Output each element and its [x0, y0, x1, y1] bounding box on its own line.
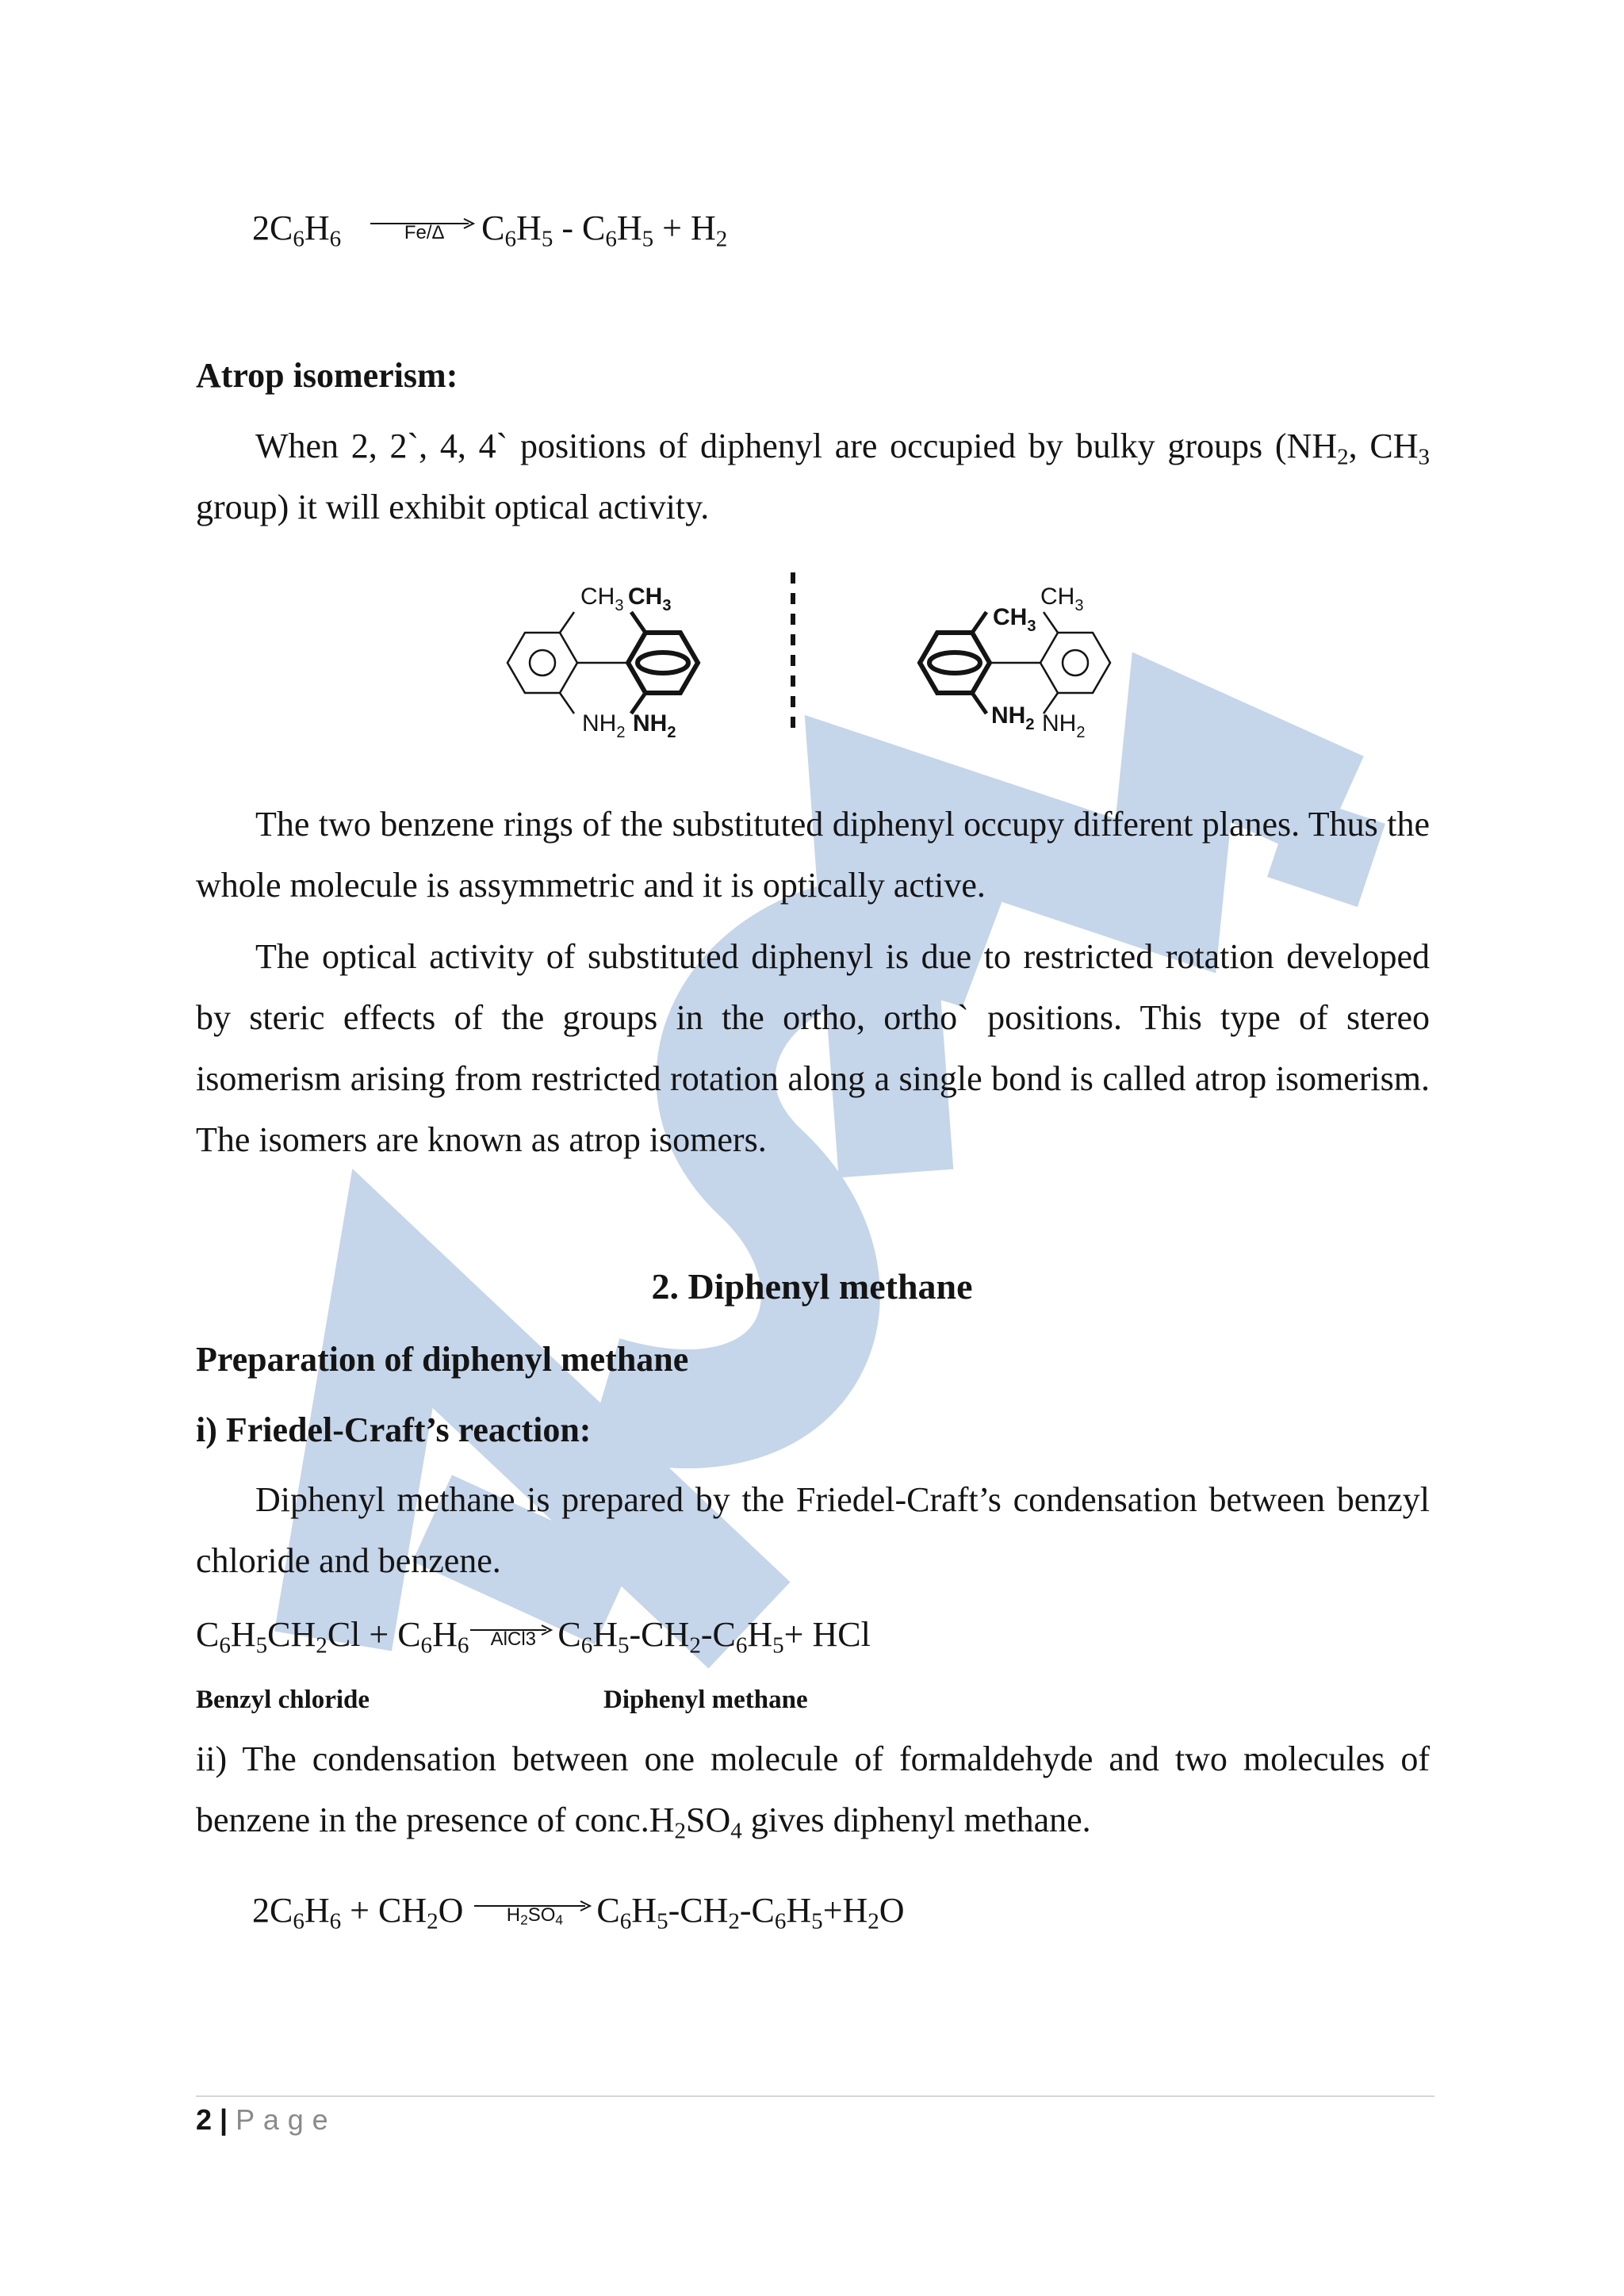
equation-friedel-craft	[196, 1615, 871, 1659]
eq-sub: 6	[774, 1908, 787, 1934]
heading-preparation: Preparation of diphenyl methane	[196, 1340, 689, 1379]
eq-sub: 6	[293, 1908, 304, 1934]
reagent-run: SO	[527, 1904, 556, 1926]
caption-benzyl-chloride: Benzyl chloride	[196, 1686, 370, 1714]
eq-run: O	[438, 1891, 464, 1930]
eq1-plus: + H	[653, 209, 716, 247]
footer-page-label: Page	[236, 2103, 337, 2136]
left-isomer	[508, 612, 698, 714]
eq-sub: 6	[420, 1632, 433, 1659]
ch3-label-bold: $CH_3$	[628, 584, 672, 614]
eq-sub: 5	[255, 1632, 268, 1659]
reagent-label: AlCl3	[490, 1628, 537, 1650]
eq-sub: 5	[772, 1632, 784, 1659]
section-title-diphenyl-methane: 2. Diphenyl methane	[651, 1266, 973, 1307]
eq1-product: C	[481, 209, 505, 247]
eq-run: C	[557, 1615, 581, 1654]
footer-divider	[196, 2095, 1434, 2097]
text-run: group) it will exhibit optical activity.	[196, 488, 710, 526]
eq-run: -CH	[629, 1615, 690, 1654]
reagent-sub: 4	[555, 1911, 564, 1927]
eq-run: -CH	[668, 1891, 729, 1930]
eq-sub: 2	[427, 1908, 439, 1934]
eq1-bond: - C	[553, 209, 606, 247]
eq-sub: 6	[580, 1632, 593, 1659]
heading-friedel-craft: i) Friedel-Craft’s reaction:	[196, 1410, 592, 1449]
eq1-product-h: H	[616, 209, 642, 247]
paragraph-atrop-intro	[196, 415, 1430, 538]
caption-diphenyl-methane: Diphenyl methane	[603, 1686, 808, 1714]
paragraph-formaldehyde	[196, 1728, 1430, 1850]
eq1-sub: 2	[715, 226, 728, 252]
eq-sub: 6	[735, 1632, 748, 1659]
ch3-label: $CH_3$	[1040, 584, 1084, 614]
eq1-lhs: 2C	[252, 209, 293, 247]
text-run: When 2, 2`, 4, 4` positions of diphenyl are occupied by bulky groups (NH	[255, 427, 1338, 465]
paragraph-friedel-craft: Diphenyl methane is prepared by the Friedel-Craft’s condensation between benzyl chloride and benzene.	[196, 1480, 1430, 1580]
eq1-sub: 6	[293, 226, 304, 252]
eq-run: H	[747, 1615, 773, 1654]
text-run: ii) The condensation between one molecule of formaldehyde and two molecules of benzene in the presence of conc.H	[196, 1739, 1430, 1839]
arrow-icon	[470, 1624, 556, 1636]
eq-sub: 2	[868, 1908, 879, 1934]
eq1-lhs-h: H	[304, 209, 330, 247]
eq-run: H	[230, 1615, 256, 1654]
eq-run: C	[596, 1891, 620, 1930]
reagent-sub: 2	[520, 1911, 528, 1927]
heading-atrop-isomerism: Atrop isomerism:	[196, 356, 458, 395]
eq-sub: 5	[618, 1632, 630, 1659]
eq-sub: 6	[329, 1908, 342, 1934]
arrow-icon	[370, 218, 478, 229]
eq-run: H	[592, 1615, 619, 1654]
reagent-label: Fe/Δ	[404, 221, 445, 243]
page-footer	[196, 2103, 337, 2136]
reagent-run: H	[506, 1904, 521, 1926]
eq-run: CH	[267, 1615, 316, 1654]
subscript: 2	[1337, 444, 1349, 470]
ch3-label-bold: $CH_3$	[993, 604, 1036, 635]
eq-sub: 2	[689, 1632, 701, 1659]
nh2-label: $NH_2$	[1042, 710, 1086, 741]
eq1-sub: 5	[642, 226, 654, 252]
eq1-product-h: H	[516, 209, 542, 247]
paragraph-atrop-planes: The two benzene rings of the substituted diphenyl occupy different planes. Thus the whole molecule is assymmetric and it is optically active.	[196, 805, 1430, 905]
eq-run: H	[304, 1891, 330, 1930]
equation-formaldehyde-condensation	[252, 1891, 905, 1934]
subscript: 3	[1418, 444, 1431, 470]
page-number: 2	[196, 2103, 213, 2136]
text-run: gives diphenyl methane.	[741, 1800, 1091, 1839]
eq-sub: 6	[457, 1632, 469, 1659]
nh2-label-bold: $NH_2$	[991, 702, 1035, 733]
eq-run: H	[631, 1891, 657, 1930]
eq-run: + CH	[341, 1891, 427, 1930]
eq-sub: 6	[219, 1632, 231, 1659]
eq-run: Cl + C	[327, 1615, 421, 1654]
eq1-sub: 6	[605, 226, 617, 252]
text-run: SO	[686, 1800, 731, 1839]
eq-sub: 2	[316, 1632, 327, 1659]
eq-sub: 5	[811, 1908, 823, 1934]
eq-run: H	[432, 1615, 458, 1654]
nh2-label-bold: $NH_2$	[633, 710, 676, 741]
eq-run: 2C	[252, 1891, 293, 1930]
paragraph-atrop-explanation: The optical activity of substituted diphenyl is due to restricted rotation developed by steric effects of the groups in the ortho, ortho` positions. This type of stereo isomerism arising from restricted rotation along a single bond is called atrop isomerism. The isomers are known as atrop isomers.	[196, 937, 1430, 1159]
atropisomer-structures	[492, 564, 1142, 747]
eq-sub: 5	[657, 1908, 668, 1934]
footer-separator: |	[212, 2103, 236, 2136]
equation-biphenyl-formation	[252, 209, 728, 252]
eq1-sub: 6	[504, 226, 517, 252]
eq-run: H	[786, 1891, 812, 1930]
eq1-sub: 5	[541, 226, 553, 252]
eq-run: +H	[822, 1891, 868, 1930]
eq-sub: 2	[728, 1908, 740, 1934]
eq-run: -C	[739, 1891, 775, 1930]
eq-run: -C	[700, 1615, 736, 1654]
ch3-label: $CH_3$	[580, 584, 624, 614]
arrow-icon	[474, 1900, 595, 1911]
eq-run: + HCl	[783, 1615, 871, 1654]
subscript: 2	[674, 1818, 686, 1844]
eq1-sub: 6	[329, 226, 342, 252]
eq-run: O	[879, 1891, 905, 1930]
text-run: , CH	[1348, 427, 1419, 465]
nh2-label: $NH_2$	[582, 710, 626, 741]
eq-run: C	[196, 1615, 220, 1654]
subscript: 4	[730, 1818, 742, 1844]
eq-sub: 6	[619, 1908, 632, 1934]
